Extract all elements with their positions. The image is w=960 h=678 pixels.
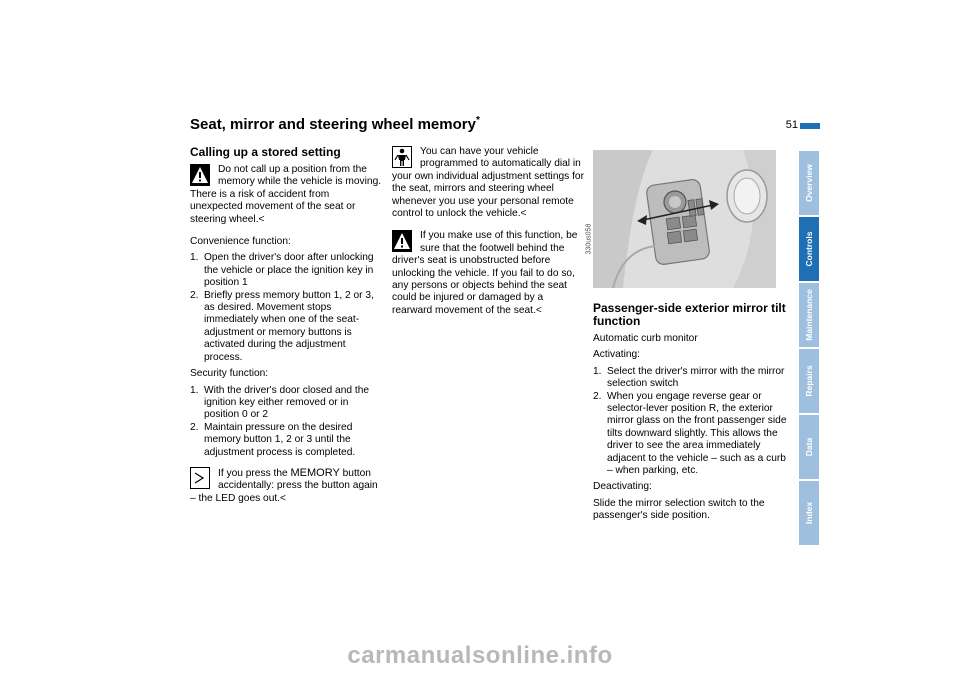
info-note [190, 467, 383, 505]
mirror-switch-illustration [593, 150, 776, 288]
tab-repairs[interactable]: Repairs [799, 349, 819, 413]
list-item: 1. With the driver's door closed and the ignition key either removed or in position 0 or 2 [190, 384, 370, 421]
deactivating-text: Slide the mirror selection switch to the passenger's side position. [593, 497, 765, 522]
watermark-footer: carmanualsonline.info [347, 642, 613, 669]
warning-triangle-icon [190, 164, 210, 186]
remote-control-note [392, 146, 586, 220]
deactivating-label: Deactivating: [593, 481, 652, 493]
info-note-text: If you press the MEMORY button accidentally: press the button again – the LED goes out.< [190, 466, 378, 504]
warning-note [392, 230, 586, 317]
warning-note [190, 164, 383, 226]
column-3 [585, 146, 787, 527]
page-number: 51 [785, 119, 798, 131]
warning-triangle-icon [392, 230, 412, 252]
remote-control-note-text: You can have your vehicle programmed to automatically dial in your own individual adjustment settings for the seat, mirrors and steering wheel whenever you use your personal remote control to unlock the vehicle.< [392, 146, 584, 220]
tab-data[interactable]: Data [799, 415, 819, 479]
tab-index[interactable]: Index [799, 481, 819, 545]
list-item: 1. Open the driver's door after unlocking the vehicle or place the ignition key in position 1 [190, 252, 374, 289]
convenience-label: Convenience function: [190, 236, 291, 248]
list-item: 2. Maintain pressure on the desired memory button 1, 2 or 3 until the adjustment process is completed. [190, 421, 356, 458]
column-2 [392, 146, 586, 327]
tab-maintenance[interactable]: Maintenance [799, 283, 819, 347]
list-item: 1. Select the driver's mirror with the mirror selection switch [593, 365, 785, 390]
optional-equipment-star: * [475, 115, 480, 126]
activating-steps [593, 366, 787, 478]
column-1 [190, 146, 383, 515]
page-number-bar [800, 123, 820, 129]
convenience-steps [190, 252, 383, 364]
tab-overview[interactable]: Overview [799, 151, 819, 215]
section-heading-mirror-tilt: Passenger-side exterior mirror tilt function [593, 301, 786, 328]
section-tabs [799, 151, 819, 547]
page-title: Seat, mirror and steering wheel memory* [190, 115, 480, 133]
security-steps [190, 385, 383, 459]
image-part-number: 330us058 [585, 223, 593, 254]
person-icon [392, 146, 412, 168]
tab-controls[interactable]: Controls [799, 217, 819, 281]
list-item: 2. When you engage reverse gear or selector-lever position R, the exterior mirror glass on the front passenger side tilts downward slightly. This allows the driver to see the area immediately adjacent to the vehicle – such as a curb – when parking, etc. [593, 390, 787, 477]
warning-text: Do not call up a position from the memory while the vehicle is moving. There is a risk of accident from unexpected movement of the seat or steering wheel.< [190, 164, 382, 225]
mirror-switch-photo [585, 150, 776, 288]
list-item: 2. Briefly press memory button 1, 2 or 3, as desired. Movement stops immediately when one of the seat-adjustment or memory buttons is activated during the adjustment process. [190, 289, 374, 363]
note-icon [190, 467, 210, 489]
subhead-curb-monitor: Automatic curb monitor [593, 333, 698, 344]
section-heading-stored-setting: Calling up a stored setting [190, 145, 341, 159]
security-label: Security function: [190, 368, 269, 380]
activating-label: Activating: [593, 349, 640, 361]
warning-text: If you make use of this function, be sure that the footwell behind the driver's seat is unobstructed before unlocking the vehicle. If you fail to do so, any persons or objects behind the seat could be injured or damaged by a rearward movement of the seat.< [392, 230, 578, 316]
